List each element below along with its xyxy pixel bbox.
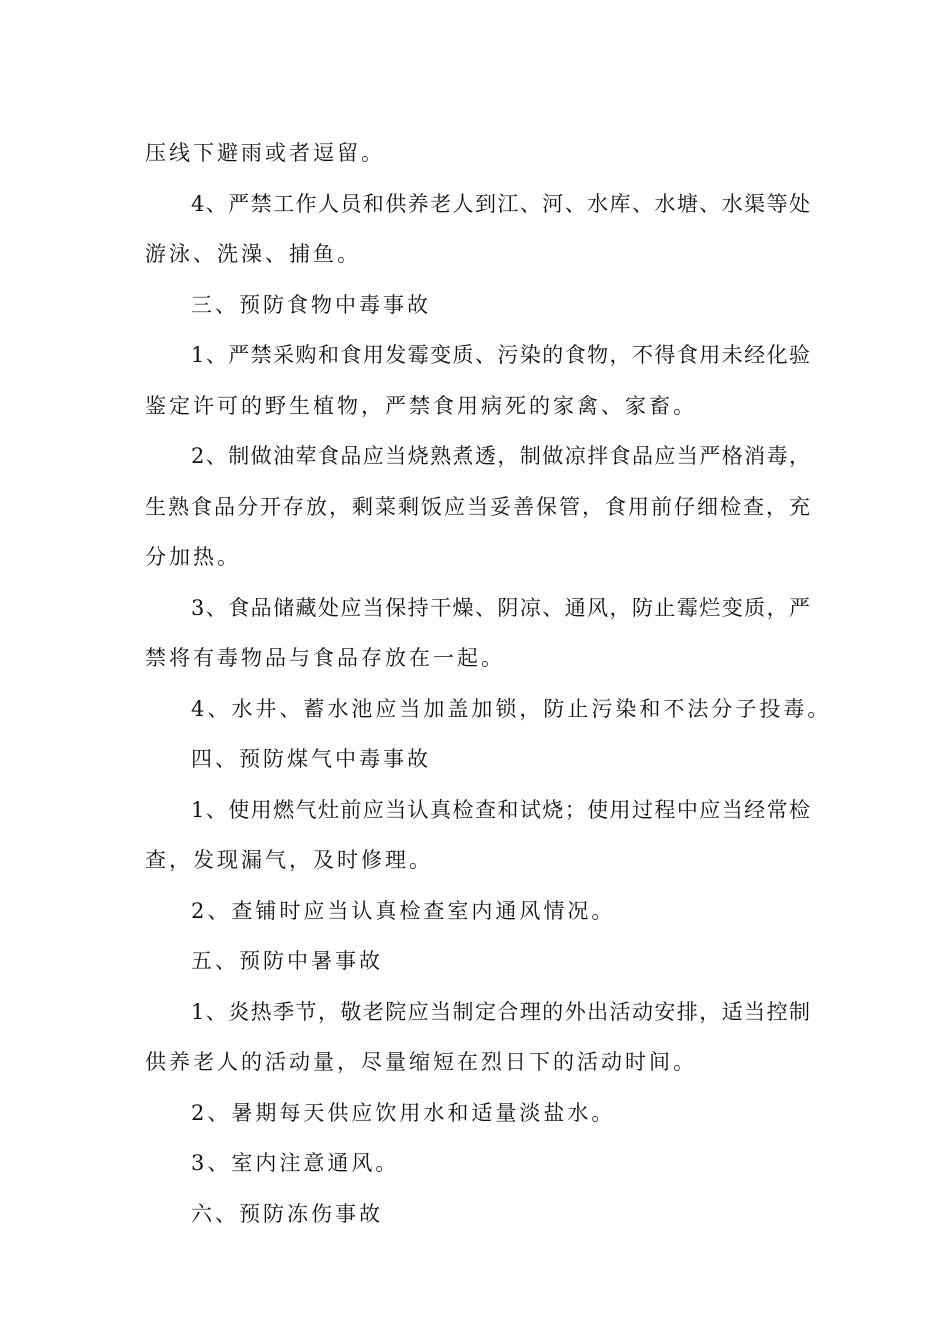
section-heading: 五、预防中暑事故: [191, 949, 383, 973]
paragraph-line: 1、严禁采购和食用发霉变质、污染的食物，不得食用未经化验: [191, 343, 810, 367]
document-body: [145, 128, 832, 1239]
section-heading: 六、预防冻伤事故: [191, 1201, 383, 1226]
paragraph-line: 压线下避雨或者逗留。: [145, 141, 385, 165]
section-heading: 四、预防煤气中毒事故: [191, 747, 431, 771]
paragraph-line: 4、严禁工作人员和供养老人到江、河、水库、水塘、水渠等处: [191, 191, 810, 216]
paragraph-line: 3、室内注意通风。: [191, 1151, 400, 1175]
paragraph-line: 2、暑期每天供应饮用水和适量淡盐水。: [191, 1100, 616, 1125]
paragraph-line: 查，发现漏气，及时修理。: [145, 848, 433, 872]
paragraph-line: 生熟食品分开存放，剩菜剩饭应当妥善保管，食用前仔细检查，充: [145, 494, 810, 519]
paragraph-line: 禁将有毒物品与食品存放在一起。: [145, 646, 505, 670]
paragraph-line: 供养老人的活动量，尽量缩短在烈日下的活动时间。: [145, 1050, 697, 1074]
paragraph-line: 1、使用燃气灶前应当认真检查和试烧；使用过程中应当经常检: [191, 797, 810, 822]
paragraph-line: 分加热。: [145, 545, 241, 569]
paragraph-line: 鉴定许可的野生植物，严禁食用病死的家禽、家畜。: [145, 393, 697, 418]
paragraph-line: 1、炎热季节，敬老院应当制定合理的外出活动安排，适当控制: [191, 999, 810, 1024]
section-heading: 三、预防食物中毒事故: [191, 292, 431, 317]
paragraph-line: 4、水井、蓄水池应当加盖加锁，防止污染和不法分子投毒。: [191, 696, 832, 721]
paragraph-line: 2、查铺时应当认真检查室内通风情况。: [191, 898, 616, 923]
paragraph-line: 游泳、洗澡、捕鱼。: [145, 242, 361, 266]
paragraph-line: 2、制做油荤食品应当烧熟煮透，制做凉拌食品应当严格消毒，: [191, 444, 810, 468]
paragraph-line: 3、食品储藏处应当保持干燥、阴凉、通风，防止霉烂变质，严: [191, 595, 810, 620]
